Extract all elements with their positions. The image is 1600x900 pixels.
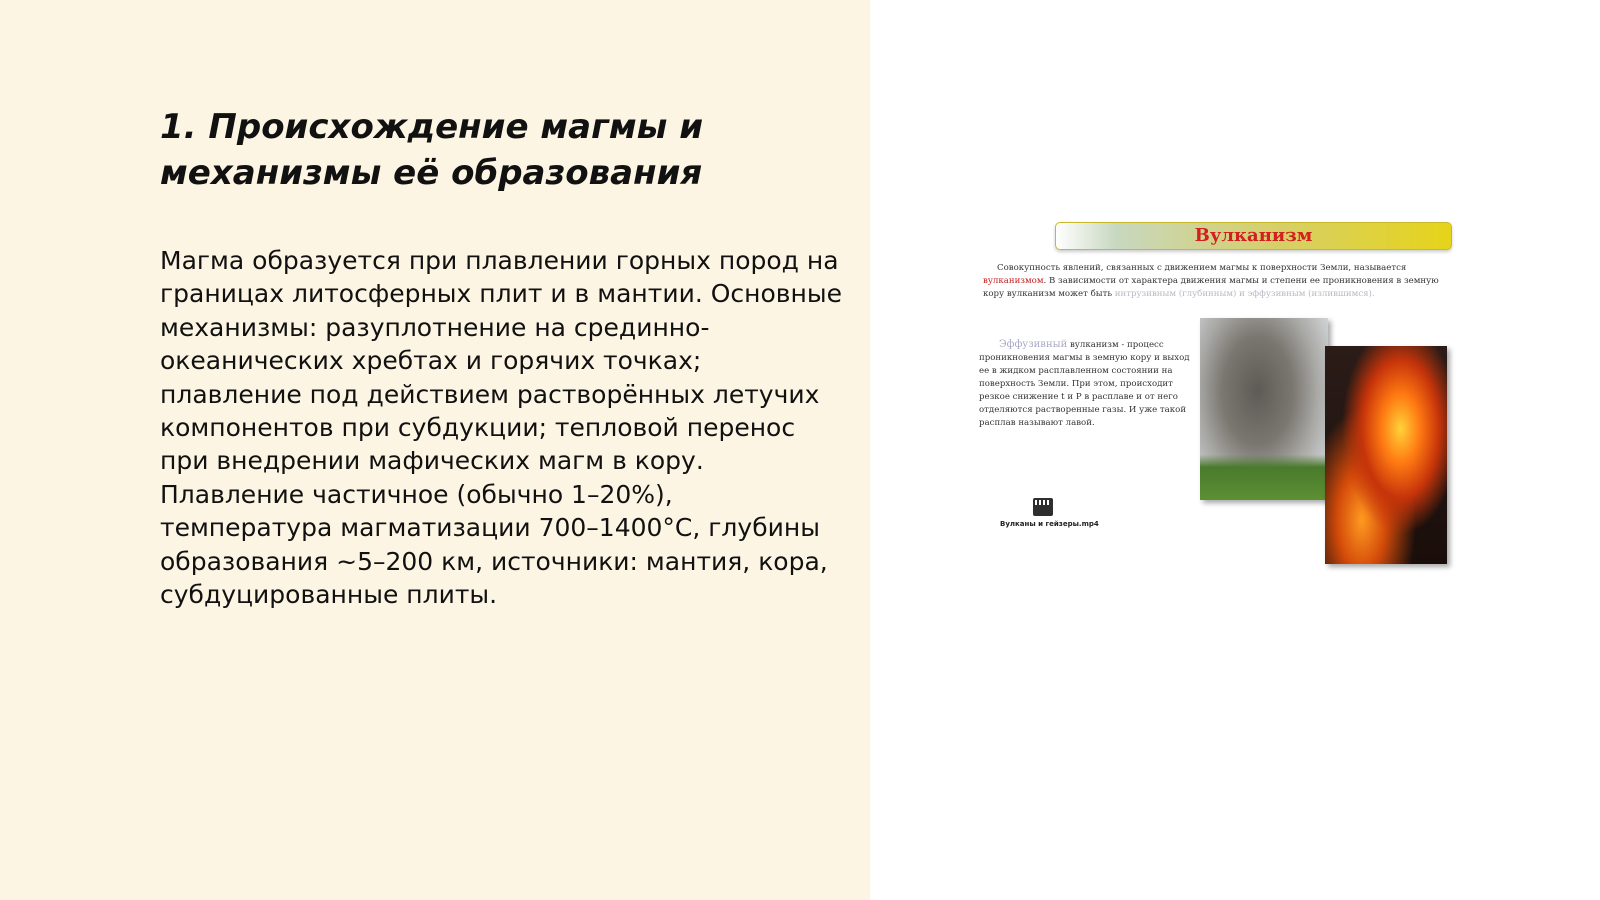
effusive-term: Эффузивный bbox=[999, 339, 1068, 350]
embedded-slide-intro bbox=[983, 262, 1443, 301]
slide-body-text: Магма образуется при плавлении горных пород на границах литосферных плит и в мантии. Основные механизмы: разуплотнение на срединно-океанических хребтах и горячих точках; плавление под действием растворённых летучих компонентов при субдукции; тепловой перенос при внедрении мафических магм в кору. Плавление частичное (обычно 1–20%), температура магматизации 700–1400°C, глубины образования ~5–200 км, источники: мантия, кора, субдуцированные плиты. bbox=[160, 246, 842, 610]
video-file-icon[interactable] bbox=[1033, 498, 1053, 516]
intro-faint-text: интрузивным (глубинным) и эффузивным (излившимся). bbox=[1114, 289, 1375, 299]
volcano-eruption-photo bbox=[1200, 318, 1328, 500]
slide-title-line-1: 1. Происхождение магмы и bbox=[160, 107, 704, 147]
intro-text-b: . В зависимости от характера движения магмы и степени ее проникновения в земную кору вулканизм может быть bbox=[983, 276, 1439, 299]
embedded-slide-title: Вулканизм bbox=[1194, 225, 1313, 246]
slide-title-line-2: механизмы её образования bbox=[160, 153, 703, 193]
intro-term: вулканизмом bbox=[983, 276, 1044, 286]
embedded-slide-effusive-text bbox=[979, 338, 1194, 430]
embedded-slide-header-bar bbox=[1055, 222, 1452, 250]
embedded-slide-image bbox=[975, 218, 1455, 578]
slide-title bbox=[160, 104, 840, 196]
lava-flow-photo bbox=[1325, 346, 1447, 564]
video-file-label[interactable]: Вулканы и гейзеры.mp4 bbox=[1000, 520, 1099, 528]
intro-text-a: Совокупность явлений, связанных с движением магмы к поверхности Земли, называется bbox=[997, 263, 1407, 273]
effusive-description: вулканизм - процесс проникновения магмы в земную кору и выход ее в жидком расплавленном состоянии на поверхность Земли. При этом, происходит резкое снижение t и P в расплаве и от него отделяются растворенные газы. И уже такой расплав называют лавой. bbox=[979, 340, 1190, 428]
